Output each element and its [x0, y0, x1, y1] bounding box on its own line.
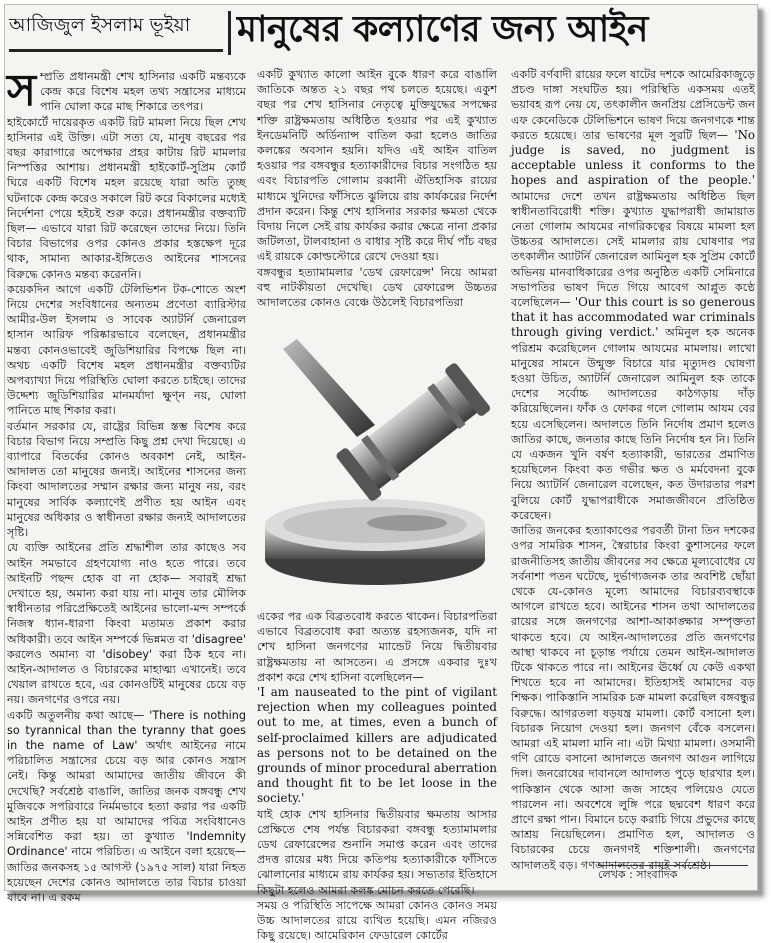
- english-quote: 'Our this court is so generous that it has accommodated war criminals through giving verdict.': [511, 295, 755, 340]
- paragraph: সময় ও পরিস্থিতি সাপেক্ষে আমরা কোনও কোনও সময় উচ্চ আদালতের রায়ে ব্যথিত হয়েছি। এমন নজিরও কিছু রয়েছে। আমেরিকান ফেডারেল কোর্টের: [257, 898, 497, 943]
- paragraph: [511, 67, 755, 523]
- drop-cap: স: [7, 65, 37, 116]
- paragraph-text: আমাদের দেশে তখন রাষ্ট্রক্ষমতায় অধিষ্ঠিত ছিল স্বাধীনতাবিরোধী শক্তি। কুখ্যাত যুদ্ধাপরাধী জামায়াত নেতা গোলাম আযমের নাগরিকত্বের বিষয়ে মামলা হল উচ্চতর আদালতে। সেই মামলার রায় ঘোষণার পর তৎকালীন অ্যাটর্নি জেনারেল আমিনুল হক সুপ্রিম কোর্টে অভিনয় মানবাধিকারের ওপর অনুষ্ঠিত একটি সেমিনারে সভাপতির ভাষণ দিতে গিয়ে আবেগ আপ্লুত কণ্ঠে বলেছিলেন—: [511, 189, 755, 310]
- author-footer: লেখক : সাংবাদিক: [598, 865, 748, 884]
- article-column-1: [7, 65, 247, 904]
- paragraph: একটি অতুলনীয় কথা আছে— 'There is nothing so tyrannical than the tyranny that goes in the name of Law' অর্থাৎ আইনের নামে পরিচালিত সন্ত্রাসের চেয়ে বড় আর কোনও সন্ত্রাস নেই। কিন্তু আমরা আমাদের জাতীয় জীবনে কী দেখেছি? সর্বশ্রেষ্ঠ বাঙালি, জাতির জনক বঙ্গবন্ধু শেখ মুজিবকে সপরিবারে নির্মমভাবে হত্যা করার পর একটি আইন প্রণীত হয় যা আমাদের পবিত্র সংবিধানেও সন্নিবেশিত করা হয়। তা কুখ্যাত 'Indemnity Ordinance' নামে পরিচিত। এ আইনে বলা হয়েছে— জাতির জনকসহ ১৫ আগস্ট (১৯৭৫ সাল) যারা নিহত হয়েছেন দেশের কোনও আদালতে তার বিচার চাওয়া যাবে না। এ রকম: [7, 708, 246, 904]
- paragraph: একের পর এক বিব্রতবোধ করতে থাকেন। বিচারপতিরা এভাবে বিব্রতবোধ করা অত্যন্ত রহস্যজনক, যদি না শেখ হাসিনা জনগণের ম্যান্ডেট নিয়ে দ্বিতীয়বার রাষ্ট্রক্ষমতায় না আসতেন। এ প্রসঙ্গে একবার দুঃখ প্রকাশ করে শেখ হাসিনা বলেছিলেন—: [257, 610, 497, 684]
- article-column-3: [511, 67, 755, 872]
- article-column-2-bottom: [257, 609, 497, 943]
- newspaper-clipping: [4, 4, 758, 943]
- paragraph: [7, 65, 246, 116]
- paragraph: যে ব্যক্তি আইনের প্রতি শ্রদ্ধাশীল তার কাছেও সব আইন সমভাবে গ্রহণযোগ্য নাও হতে পারে। তবে আইনটি পছন্দ হোক বা না হোক— সবারই শ্রদ্ধা দেখাতে হয়, অমান্য করা যায় না। মানুষ তার মৌলিক স্বাধীনতার পরিপ্রেক্ষিতেই আইনের ভালো-মন্দ সম্পর্কে নিজস্ব ধ্যান-ধারণা কিংবা মতামত প্রকাশ করার অধিকারী। তবে আইন সম্পর্কে ভিন্নমত বা 'disagree' করলেও অমান্য বা 'disobey' করা ঠিক হবে না। আইন-আদালত ও বিচারকের মাহাত্ম্য এখানেই। তবে খেয়াল রাখতে হবে, এর কোনওটিই মানুষের চেয়ে বড় নয়। জনগণের ওপরে নয়।: [7, 541, 246, 707]
- paragraph: হাইকোর্টে দায়েরকৃত একটি রিট মামলা নিয়ে ছিল শেখ হাসিনার এই উক্তি। এটা সত্য যে, মানুষ বছরের পর বছর কারাগারে অপেক্ষার প্রহর কাটায় রিট মামলার নিস্পত্তির আশায়। প্রধানমন্ত্রী হাইকোর্ট-সুপ্রিম কোর্ট ঘিরে একটি বিশেষ মহল রয়েছে যারা অতি তুচ্ছ ঘটনাকে কেন্দ্র করেও সকালে রিট করে বিকালের মধ্যেই নির্দেশনা পেয়ে হইচই শুরু করে। প্রধানমন্ত্রীর বক্তব্যটি ছিল— এভাবে যারা রিট করেছেন তাদের নিয়ে। তিনি বিচার বিভাগের ওপর কোনও প্রকার হস্তক্ষেপ দূরে থাক, সামান্য আকার-ইঙ্গিতেও আইনের শাসনের বিরুদ্ধে কোনও মন্তব্য করেননি।: [7, 115, 247, 281]
- paragraph-text: একটি বর্ণবাদী রায়ের ফলে ষাটের দশকে আমেরিকাজুড়ে প্রচণ্ড দাঙ্গা সংঘটিত হয়। পরিস্থিতি একসময় এতই ভয়াবহ রূপ নেয় যে, তৎকালীন জনপ্রিয় প্রেসিডেন্ট জন এফ কেনেডিকে টেলিভিশনে ভাষণ দিয়ে জনগণকে শান্ত করতে হয়েছে। তার ভাষণের মূল সুরটি ছিল—: [511, 68, 755, 142]
- paragraph-text: অমিনুল হক অনেক পরিশ্রম করেছিলেন গোলাম আযমের মামলায়। লাখো মানুষের সামনে উন্মুক্ত বিচারে যার মৃত্যুদণ্ড ঘোষণা হওয়া উচিত, অ্যাটর্নি জেনারেল আমিনুল হক তাকে দেশের সর্বোচ্চ আদালতের কাঠগড়ায় দাঁড় করিয়েছিলেন। ফাঁক ও ফোকর গলে গোলাম আযম বের হয়ে এসেছিলেন। অদালতে তিনি নির্দোষ প্রমাণ হলেও জাতির কাছে, জনতার কাছে তিনি নির্দোষ হন নি। তিনি যে একজন খুনি বর্ষণ হত্যাকারী, ভারতের প্রমাণিত হয়েছিলেন কিংবা কত গভীর ক্ষত ও মর্মবেদনা বুকে নিয়ে অ্যাটর্নি জেনারেল বলেছেন, কত উদারতার পরশ বুলিয়ে কোর্ট যুদ্ধাপরাধীকে সমাজজীবনে প্রতিষ্ঠিত করেছেন।: [511, 326, 755, 522]
- paragraph: যাই হোক শেখ হাসিনার দ্বিতীয়বার ক্ষমতায় আসার প্রেক্ষিতে শেষ পর্যন্ত বিচারকরা বঙ্গবন্ধু হত্যামামলার ডেথ রেফারেন্সের শুনানি সমাপ্ত করেন এবং তাদের প্রদত্ত রায়ের মধ্য দিয়ে কতিপয় হত্যাকারীকে ফাঁসিতে ঝোলানোর মাধ্যমে রায় কার্যকর হয়। সভ্যতার ইতিহাসে কিছুটা হলেও আমরা কলঙ্ক মোচন করতে পেরেছি।: [257, 807, 497, 897]
- gavel-illustration: [257, 287, 507, 607]
- english-quote: 'I am nauseated to the pint of vigilant rejection when my colleagues pointed out to me, at times, even a bunch of self-proclaimed killers are adjudicated as persons not to be detained on the grounds of minor procedural aberration and thought fit to be let loose in the society.': [257, 685, 497, 806]
- article-headline: মানুষের কল্যাণের জন্য আইন: [237, 9, 648, 50]
- paragraph-text: ম্প্রতি প্রধানমন্ত্রী শেখ হাসিনার একটি মন্তব্যকে কেন্দ্র করে বিশেষ মহল তথ্য সন্ত্রাসের মাধ্যমে পানি ঘোলা করে মাছ শিকারে তৎপর।: [40, 70, 246, 114]
- paragraph: জাতির জনকের হত্যাকাণ্ডের পরবর্তী টানা তিন দশকের ওপর সামরিক শাসন, স্বৈরাচার কিংবা কুশাসনের ফলে রাজনীতিসহ জাতীয় জীবনের সব ক্ষেত্রে মূল্যবোধের যে সর্বনাশা পতন ঘটেছে, দুর্ভাগ্যজনক তার অবশিষ্ট ছোঁয়া থেকে যে-কোনও মূল্যে আমাদের বিচারব্যবস্থাকে আগলে রাখতে হবে। আইনের শাসন তথা আদালতের রায়ের সঙ্গে জনগণের আশা-আকাঙ্ক্ষার সম্পৃক্ততা থাকতে হবে। যে আইন-আদালতের প্রতি জনগণের আস্থা থাকবে না চূড়ান্ত পর্যায়ে তেমন আইন-আদালত টিকে থাকতে পারে না। আইনের ঊর্ধ্বে যে কেউ একথা শিখতে হবে না আমাদের। ইতিহাসই আমাদের বড় শিক্ষক। পাকিস্তানি সামরিক চক্র মামলা করেছিল বঙ্গবন্ধুর বিরুদ্ধে। আগরতলা ষড়যন্ত্র মামলা। কোর্ট বসানো হল। বিচারক নিয়োগ দেওয়া হল। জনগণ বেঁকে বসলেন। আমরা এই মামলা মানি না। এটা মিথ্যা মামলা। ওসমানী গণি রোডে বসানো আদালতে জনগণ আগুন লাগিয়ে দিল। জনরোষের দাবানলে আদালত পুড়ে ছারখার হল। পাকিস্তান থেকে আসা জজ সাহেব পলিয়েও যেতে পারলেন না। অবশেষে লুঙ্গি পরে ছদ্মবেশ ধারণ করে প্রাণে রক্ষা পান। বিমানে চড়ে করাচি গিয়ে প্রভুদের কাছে আশ্রয় নিয়েছিলেন। প্রমাণিত হল, আদালত ও বিচারকের চেয়ে জনগণই শক্তিশালী। জনগণের আদালতই বড়। গণআদালতের রায়ই সর্বশ্রেষ্ঠ।: [511, 524, 755, 872]
- gavel-icon: [257, 287, 507, 607]
- paragraph: কয়েকদিন আগে একটি টেলিভিশন টক-শোতে অংশ নিয়ে দেশের সংবিধানের অন্যতম প্রণেতা ব্যারিস্টার আমীর-উল ইসলাম ও সাবেক অ্যাটর্নি জেনারেল হাসান আরিফ পরিষ্কারভাবে বলেছেন, প্রধানমন্ত্রীর মন্তব্য কোনওভাবেই জুডিশিয়ারির বিপক্ষে ছিল না। অথচ একটি বিশেষ মহল প্রধানমন্ত্রীর বক্তব্যটির অপব্যাখ্যা দিয়ে পরিস্থিতি ঘোলা করতে চাইছে। তাদের উদ্দেশ্য জুডিশিয়ারির মানমর্যাদা ক্ষুণ্ন নয়, ঘোলা পানিতে মাছ শিকার করা।: [7, 282, 246, 418]
- paragraph: বর্তমান সরকার যে, রাষ্ট্রের বিভিন্ন স্তম্ভ বিশেষ করে বিচার বিভাগ নিয়ে সম্প্রতি কিছু প্রশ্ন দেখা দিয়েছে। এ ব্যাপারে বিতর্কের কোনও অবকাশ নেই, আইন-আদালত তো মানুষের জন্যই। আইনের শাসনের জন্য কিংবা আদালতের সম্মান রক্ষার জন্য মানুষ নয়, বরং মানুষের সার্বিক কল্যাণেই প্রণীত হয় আইন এবং মানুষের অধিকার ও স্বাধীনতা রক্ষার জন্যই আদালতের সৃষ্টি।: [7, 419, 246, 540]
- author-byline: আজিজুল ইসলাম ভূইয়া: [9, 14, 191, 36]
- paragraph: বঙ্গবন্ধুর হত্যামামলার 'ডেথ রেফারেন্স' নিয়ে আমরা বহু নাটকীয়তা দেখেছি। ডেথ রেফারেন্স উচ্চতর আদালতের কোনও বেঞ্চে উঠলেই বিচারপতিরা: [257, 265, 497, 310]
- paragraph: একটি কুখ্যাত কালো আইন বুকে ধারণ করে বাঙালি জাতিকে অন্তত ২১ বছর পথ চলতে হয়েছে। একুশ বছর পর শেখ হাসিনার নেতৃত্বে মুক্তিযুদ্ধের সপক্ষের শক্তি রাষ্ট্রক্ষমতায় অধিষ্ঠিত হওয়ার পর এই কুখ্যাত ইনডেমনিটি অর্ডিন্যান্স বাতিল করা হলেও জাতির কলঙ্কের অবসান হয়নি। যদিও এই আইন বাতিল হওয়ার পর বঙ্গবন্ধুর হত্যাকারীদের বিচার সংগঠিত হয় এবং বিচারপতি গোলাম রব্বানী ঐতিহাসিক রায়ের মাধ্যমে খুনিদের ফাঁসিতে ঝুলিয়ে রায় কার্যকরের নির্দেশ প্রদান করেন। কিন্তু শেখ হাসিনার সরকার ক্ষমতা থেকে বিদায় নিলে সেই রায় কার্যকর করার ক্ষেত্রে নানা প্রকার জটিলতা, টালবাহানা ও বাধার সৃষ্টি করে দীর্ঘ পাঁচ বছর এই রায়কে কোল্ডস্টোরে রেখে দেওয়া হয়।: [257, 68, 497, 264]
- article-column-2-top: [257, 67, 497, 310]
- header-divider: [228, 11, 231, 55]
- byline-underline: [9, 49, 223, 52]
- english-quote: 'No judge is saved, no judgment is acceptable unless it conforms to the hopes and aspiration of the people.': [511, 127, 755, 188]
